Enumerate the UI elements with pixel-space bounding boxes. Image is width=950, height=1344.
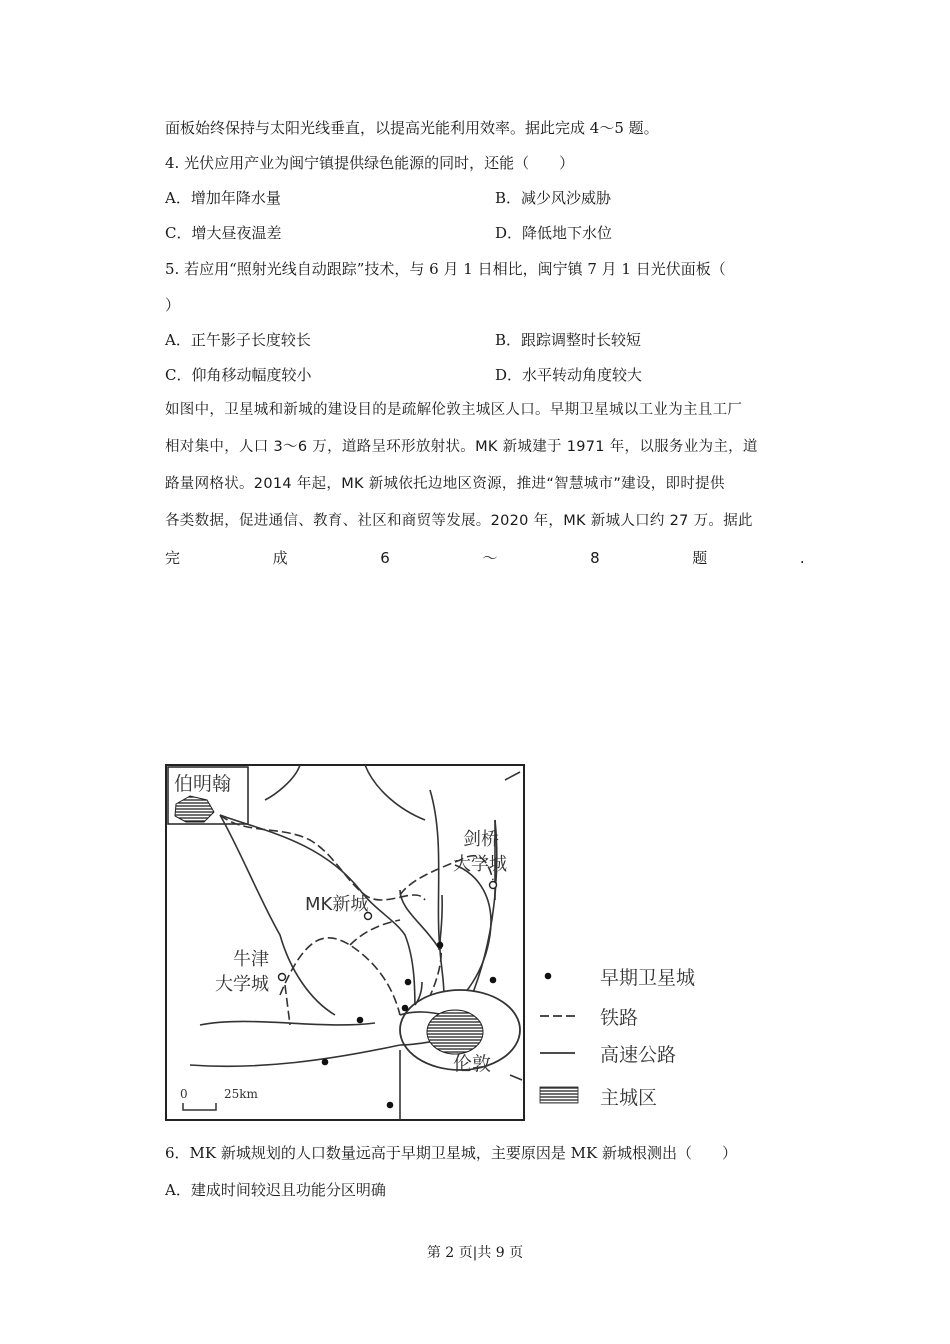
legend-label: 早期卫星城 — [600, 967, 696, 989]
passage-spread-line — [165, 548, 805, 568]
london-satellite-city-map — [160, 760, 720, 1125]
q4-option-b: B．减少风沙威胁 — [495, 189, 612, 207]
q5-stem-end: ） — [165, 296, 181, 314]
q5-option-a: A．正午影子长度较长 — [165, 331, 311, 349]
q4-option-d: D．降低地下水位 — [495, 224, 613, 242]
spread-char: 题 — [692, 549, 708, 567]
legend-hatched-icon — [540, 1087, 578, 1103]
passage-line-1: 如图中，卫星城和新城的建设目的是疏解伦敦主城区人口。早期卫星城以工业为主且工厂 — [165, 402, 743, 418]
passage-line-3: 路量网格状。2014 年起，MK 新城依托边地区资源，推进“智慧城市”建设，即时提供 — [165, 476, 725, 492]
passage-line-2: 相对集中，人口 3～6 万，道路呈环形放射状。MK 新城建于 1971 年，以服务业为主，道 — [165, 439, 758, 455]
q6-stem: 6．MK 新城规划的人口数量远高于早期卫星城，主要原因是 MK 新城根测出（ ） — [165, 1144, 737, 1162]
spread-char: 6 — [380, 549, 391, 567]
spread-char: 完 — [165, 549, 181, 567]
london-main-urban-area — [427, 1010, 483, 1054]
q6-option-a: A．建成时间较迟且功能分区明确 — [165, 1181, 386, 1199]
passage-line-4: 各类数据，促进通信、教育、社区和商贸等发展。2020 年，MK 新城人口约 27 万。据此 — [165, 513, 753, 529]
oxford-label-2: 大学城 — [215, 974, 269, 995]
london-label: 伦敦 — [453, 1053, 492, 1075]
intro-line: 面板始终保持与太阳光线垂直，以提高光能利用效率。据此完成 4～5 题。 — [165, 119, 659, 137]
legend-label: 铁路 — [600, 1007, 639, 1029]
page-footer: 第 2 页|共 9 页 — [426, 1245, 524, 1261]
q5-option-c: C．仰角移动幅度较小 — [165, 366, 312, 384]
spread-char: 8 — [590, 549, 600, 567]
spread-char: 成 — [272, 549, 288, 567]
q4-option-c: C．增大昼夜温差 — [165, 224, 282, 242]
legend-label: 主城区 — [600, 1087, 658, 1109]
legend-label: 高速公路 — [600, 1044, 677, 1066]
legend — [540, 967, 695, 1109]
q5-stem: 5. 若应用“照射光线自动跟踪”技术，与 6 月 1 日相比，闽宁镇 7 月 1 日光伏面板（ — [165, 260, 726, 278]
oxford-label-1: 牛津 — [233, 949, 269, 970]
q5-option-d: D．水平转动角度较大 — [495, 366, 643, 384]
scale-zero: 0 — [180, 1087, 188, 1101]
mk-new-town-label: MK新城 — [305, 894, 369, 915]
birmingham-label: 伯明翰 — [174, 773, 232, 795]
cambridge-label-1: 剑桥 — [463, 829, 499, 850]
cambridge-label-2: 大学城 — [453, 854, 507, 875]
legend-dot-icon — [545, 973, 552, 980]
scale-distance: 25km — [224, 1087, 258, 1101]
q5-option-b: B．跟踪调整时长较短 — [495, 331, 642, 349]
spread-char: . — [799, 549, 805, 567]
q4-stem: 4. 光伏应用产业为闽宁镇提供绿色能源的同时，还能（ ） — [165, 154, 575, 172]
spread-char: ～ — [482, 549, 498, 567]
scale-bar — [180, 1087, 259, 1110]
q4-option-a: A．增加年降水量 — [165, 189, 281, 207]
